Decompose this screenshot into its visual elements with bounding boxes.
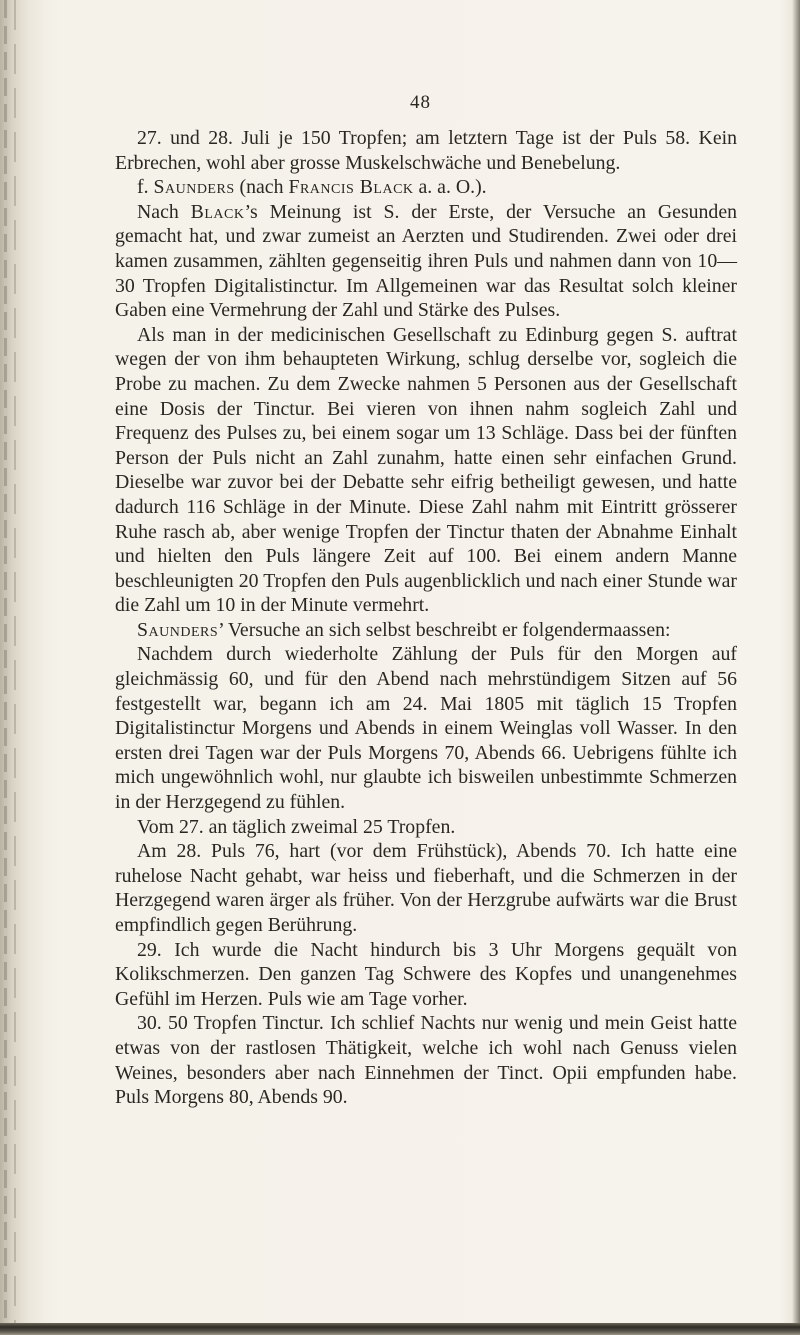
- text-segment: 29. Ich wurde die Nacht hindurch bis 3 Uhr Morgens gequält von Kolikschmerzen. Den ganzen Tag Schwere des Kopfes und unangenehmes Gefühl im Herzen. Puls wie am Tage vorher.: [115, 938, 737, 1010]
- paragraph: [115, 323, 737, 618]
- binding-edge: [0, 0, 44, 1335]
- text-segment: Am 28. Puls 76, hart (vor dem Frühstück), Abends 70. Ich hatte eine ruhelose Nacht gehabt, war heiss und fieberhaft, und die Schmerzen in der Herzgegend waren ärger als früher. Von der Herzgrube aufwärts war die Brust empfindlich gegen Berührung.: [115, 840, 737, 936]
- author-name: Black: [190, 200, 245, 223]
- body-text: [115, 126, 737, 1110]
- paragraph: [115, 642, 737, 814]
- text-segment: f.: [137, 176, 154, 199]
- paragraph: [115, 175, 737, 200]
- text-segment: Nachdem durch wiederholte Zählung der Puls für den Morgen auf gleichmässig 60, und für den Abend nach mehrstündigem Sitzen auf 56 festgestellt war, begann ich am 24. Mai 1805 mit täglich 15 Tropfen Digitalistinctur Morgens und Abends in einem Weinglas voll Wasser. In den ersten drei Tagen war der Puls Morgens 70, Abends 66. Uebrigens fühlte ich mich ungewöhnlich wohl, nur glaubte ich bisweilen unbestimmte Schmerzen in der Herzgegend zu fühlen.: [115, 643, 737, 814]
- page-number: 48: [410, 92, 431, 113]
- text-segment: (nach: [234, 176, 289, 199]
- paragraph: [115, 1011, 737, 1109]
- text-segment: Nach: [137, 200, 191, 223]
- author-name: Saunders: [137, 618, 219, 641]
- text-segment: 27. und 28. Juli je 150 Tropfen; am letztern Tage ist der Puls 58. Kein Erbrechen, wohl aber grosse Muskelschwäche und Benebelung.: [115, 127, 737, 174]
- author-name: Francis Black: [288, 176, 414, 199]
- text-segment: Als man in der medicinischen Gesellschaft zu Edinburg gegen S. auftrat wegen der von ihm behaupteten Wirkung, schlug derselbe vor, sogleich die Probe zu machen. Zu dem Zwecke nahmen 5 Personen aus der Gesellschaft eine Dosis der Tinctur. Bei vieren von ihnen nahm sogleich Zahl und Frequenz des Pulses zu, bei einem sogar um 13 Schläge. Dass bei der fünften Person der Puls nicht an Zahl zunahm, hatte einen sehr einfachen Grund. Dieselbe war zuvor bei der Debatte sehr eifrig betheiligt gewesen, und hatte dadurch 116 Schläge in der Minute. Diese Zahl nahm mit Eintritt grösserer Ruhe rasch ab, aber wenige Tropfen der Tinctur thaten der Abnahme Einhalt und hielten den Puls längere Zeit auf 100. Bei einem andern Manne beschleunigten 20 Tropfen den Puls augenblicklich und nach einer Stunde war die Zahl um 10 in der Minute vermehrt.: [115, 323, 737, 617]
- text-segment: ’ Versuche an sich selbst beschreibt er folgendermaassen:: [218, 618, 671, 641]
- paragraph: [115, 126, 737, 175]
- paragraph: [115, 618, 737, 643]
- author-name: Saunders: [153, 176, 235, 199]
- text-segment: a. a. O.).: [413, 176, 487, 199]
- text-segment: Vom 27. an täglich zweimal 25 Tropfen.: [137, 815, 456, 838]
- page-bottom-edge: [0, 1323, 800, 1335]
- paragraph: [115, 938, 737, 1012]
- paragraph: [115, 815, 737, 840]
- paragraph: [115, 200, 737, 323]
- text-segment: 30. 50 Tropfen Tinctur. Ich schlief Nachts nur wenig und mein Geist hatte etwas von der rastlosen Thätigkeit, welche ich wohl nach Genuss vielen Weines, besonders aber nach Einnehmen der Tinct. Opii empfunden habe. Puls Morgens 80, Abends 90.: [115, 1012, 737, 1109]
- text-segment: ’s Meinung ist S. der Erste, der Versuche an Gesunden gemacht hat, und zwar zumeist an Aerzten und Studirenden. Zwei oder drei kamen zusammen, zählten gegenseitig ihren Puls und nahmen dann von 10—30 Tropfen Digitalistinctur. Im Allgemeinen war das Resultat solch kleiner Gaben eine Vermehrung der Zahl und Stärke des Pulses.: [115, 200, 737, 322]
- paragraph: [115, 839, 737, 937]
- page-right-edge: [792, 0, 800, 1335]
